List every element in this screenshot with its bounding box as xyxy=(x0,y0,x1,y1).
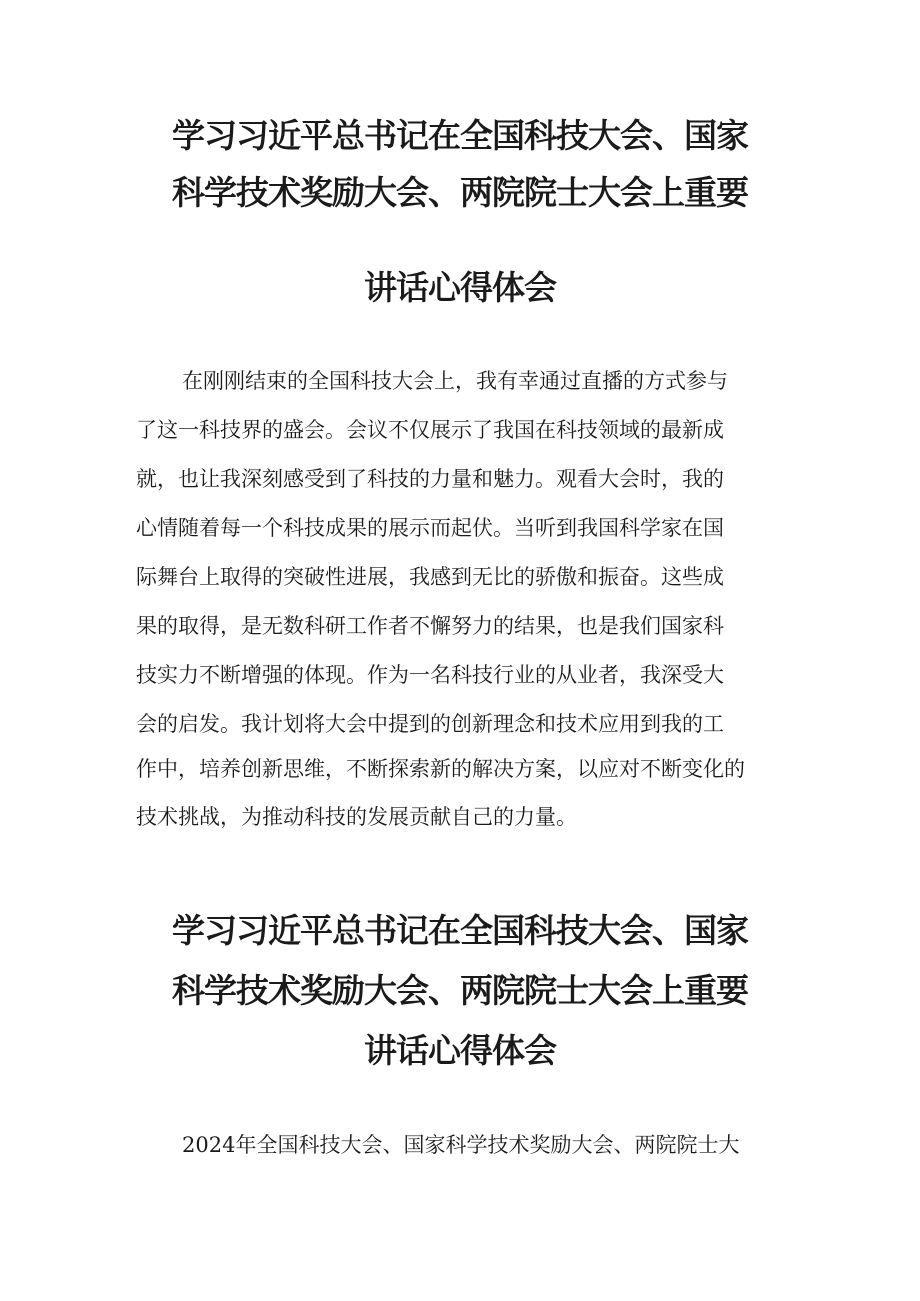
article-1-body-line: 就，也让我深刻感受到了科技的力量和魅力。观看大会时，我的 xyxy=(136,467,724,491)
article-1-body-line: 在刚刚结束的全国科技大会上，我有幸通过直播的方式参与 xyxy=(182,369,728,393)
article-2-title-line-2: 科学技术奖励大会、两院院士大会上重要 xyxy=(172,971,748,1010)
article-2-title-line-3: 讲话心得体会 xyxy=(364,1031,556,1070)
article-1-body-line: 技实力不断增强的体现。作为一名科技行业的从业者，我深受大 xyxy=(136,663,724,687)
article-2-title-line-1: 学习习近平总书记在全国科技大会、国家 xyxy=(172,911,748,950)
article-1-body-line: 际舞台上取得的突破性进展，我感到无比的骄傲和振奋。这些成 xyxy=(136,565,724,589)
article-1-body-line: 了这一科技界的盛会。会议不仅展示了我国在科技领域的最新成 xyxy=(136,418,724,442)
article-2-body-line: 2024年全国科技大会、国家科学技术奖励大会、两院院士大 xyxy=(182,1133,740,1157)
article-1-body-line: 心情随着每一个科技成果的展示而起伏。当听到我国科学家在国 xyxy=(136,516,724,540)
article-1-title-line-2: 科学技术奖励大会、两院院士大会上重要 xyxy=(172,173,748,212)
article-1-title-line-3: 讲话心得体会 xyxy=(364,268,556,307)
article-1-body-line: 作中，培养创新思维，不断探索新的解决方案，以应对不断变化的 xyxy=(136,757,745,781)
article-2-title xyxy=(130,0,790,1100)
article-1-body-line: 技术挑战，为推动科技的发展贡献自己的力量。 xyxy=(136,805,577,829)
article-1-title-line-1: 学习习近平总书记在全国科技大会、国家 xyxy=(172,116,748,155)
article-1-body-line: 会的启发。我计划将大会中提到的创新理念和技术应用到我的工 xyxy=(136,712,724,736)
article-1-body-line: 果的取得，是无数科研工作者不懈努力的结果，也是我们国家科 xyxy=(136,614,724,638)
